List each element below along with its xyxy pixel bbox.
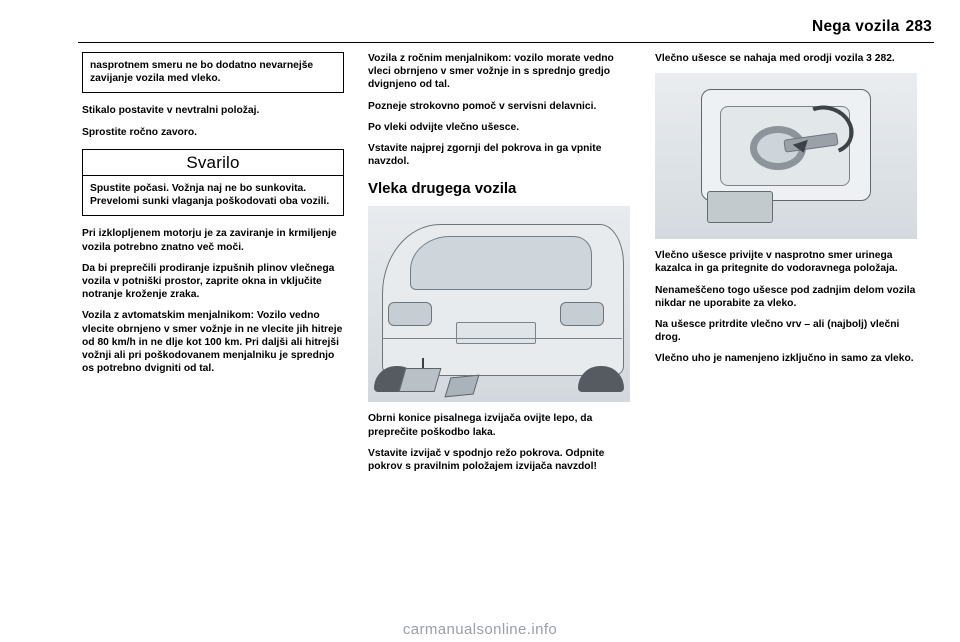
warning-box: [82, 149, 344, 217]
note-box: [82, 52, 344, 93]
header-rule: [78, 42, 934, 43]
paragraph: Pozneje strokovno pomoč v servisni delavnici.: [368, 100, 597, 112]
column-left: [82, 52, 344, 383]
towing-eye-housing: [701, 89, 871, 201]
paragraph: Vlečno ušesce privijte v nasprotno smer urinega kazalca in ga pritegnite do vodoravnega položaja.: [655, 250, 898, 275]
paragraph: Vstavite najprej zgornji del pokrova in ga vpnite navzdol.: [368, 143, 602, 168]
taillight-right: [560, 302, 604, 326]
warning-title: Svarilo: [83, 150, 343, 176]
paragraph: Sprostite ročno zavoro.: [82, 126, 198, 138]
column-middle: [368, 52, 630, 481]
paragraph: Vozila z ročnim menjalnikom: vozilo morate vedno vleci obrnjeno v smer vožnje in s sprednjo gredjo dvignjeno od tal.: [368, 53, 614, 91]
site-watermark: carmanualsonline.info: [402, 621, 558, 638]
note-box-text: nasprotnem smeru ne bo dodatno nevarnejše zavijanje vozila med vleko.: [90, 60, 314, 85]
car-illustration: [368, 218, 630, 398]
paragraph: Pri izklopljenem motorju je za zaviranje in krmiljenje vozila potrebno znatno več moči.: [82, 228, 337, 253]
paragraph: Po vleki odvijte vlečno ušesce.: [368, 121, 520, 133]
rear-window: [410, 236, 592, 290]
section-heading: Vleka drugega vozila: [368, 180, 517, 198]
paragraph: Obrni konice pisalnega izvijača ovijte lepo, da preprečite poškodbo laka.: [368, 413, 593, 438]
paragraph: Vlečno uho je namenjeno izključno in samo za vleko.: [655, 353, 914, 365]
paragraph: Vstavite izvijač v spodnjo režo pokrova. Odpnite pokrov s pravilnim položajem izvijača navzdol!: [368, 447, 605, 473]
page-number: 283: [905, 18, 932, 35]
taillight-left: [388, 302, 432, 326]
paragraph: Vozila z avtomatskim menjalnikom: Vozilo vedno vlecite obrnjeno v smer vožnje in ne vlecite jih hitreje od 80 km/h in ne dlje kot 100 km. Pri daljši ali hitrejši vožnji ali pri poškodovanem menjalniku je sprednjo os potrebno dvigniti od tal.: [82, 310, 343, 375]
figure-towing-eye: [655, 73, 917, 239]
tow-eye-cover: [399, 368, 442, 392]
figure-rear-of-car: [368, 206, 630, 402]
cover-flap: [707, 191, 773, 223]
screwdriver-tool: [445, 375, 480, 398]
paragraph: Na ušesce pritrdite vlečno vrv – ali (najbolj) vlečni drog.: [655, 319, 900, 344]
column-right: [655, 52, 917, 374]
page-title: Nega vozila: [812, 18, 900, 35]
page-header: [80, 18, 932, 36]
paragraph: Da bi preprečili prodiranje izpušnih plinov vlečnega vozila v potniški prostor, zaprite okna in vključite notranje kroženje zraka.: [82, 262, 335, 301]
paragraph: Nenameščeno togo ušesce pod zadnjim delom vozila nikdar ne uporabite za vleko.: [655, 284, 916, 309]
paragraph: Stikalo postavite v nevtralni položaj.: [82, 105, 260, 117]
warning-body: Spustite počasi. Vožnja naj ne bo sunkovita. Prevelomi sunki vlaganja poškodovati oba vozili.: [90, 183, 330, 208]
paragraph: Vlečno ušesce se nahaja med orodji vozila 3 282.: [655, 53, 895, 64]
